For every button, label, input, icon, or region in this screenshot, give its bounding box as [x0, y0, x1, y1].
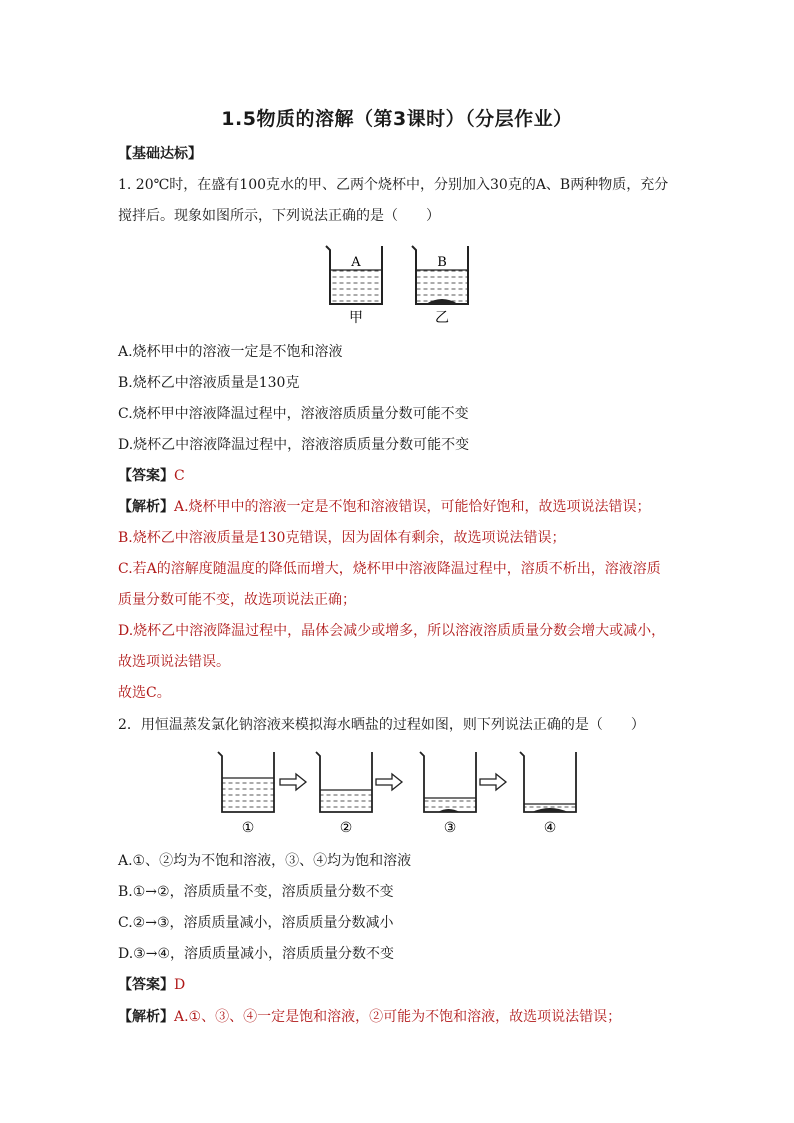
q1-analysis-line-5: D.烧杯乙中溶液降温过程中，晶体会减少或增多，所以溶液溶质质量分数会增大或减小，	[118, 623, 666, 639]
caption-2: ②	[339, 820, 353, 836]
q2-option-c: C.②→③，溶质质量减小，溶质质量分数减小	[118, 915, 394, 931]
q1-analysis-line-3: C.若A的溶解度随温度的降低而增大，烧杯甲中溶液降温过程中，溶质不析出，溶液溶质	[118, 561, 661, 577]
q1-option-c: C.烧杯甲中溶液降温过程中，溶液溶质质量分数可能不变	[118, 406, 469, 422]
arrow-right-icon	[280, 774, 306, 790]
beaker-a-label: A	[351, 255, 361, 270]
beaker-b-label: B	[437, 255, 447, 270]
q1-option-a: A.烧杯甲中的溶液一定是不饱和溶液	[118, 344, 343, 360]
q1-stem-line-1: 1. 20℃时，在盛有100克水的甲、乙两个烧杯中，分别加入30克的A、B两种物质，充分	[118, 177, 669, 193]
q1-analysis-line-6: 故选项说法错误。	[118, 654, 230, 670]
analysis-tag: 【解析】	[118, 499, 174, 515]
q1-analysis-line-1	[118, 498, 651, 516]
q1-option-b: B.烧杯乙中溶液质量是130克	[118, 375, 300, 391]
answer-value: D	[174, 977, 186, 993]
q1-answer	[118, 467, 185, 485]
caption-jia: 甲	[349, 310, 363, 326]
q2-stem: 2．用恒温蒸发氯化钠溶液来模拟海水晒盐的过程如图，则下列说法正确的是（ ）	[118, 717, 645, 733]
beaker-b	[412, 246, 468, 304]
q1-conclusion: 故选C。	[118, 685, 171, 701]
beaker-2	[316, 752, 372, 812]
q2-analysis-line-1	[118, 1008, 621, 1026]
beaker-3	[420, 752, 476, 812]
q2-evaporation-figure	[214, 744, 584, 840]
section-heading: 【基础达标】	[118, 146, 202, 162]
q2-option-a: A.①、②均为不饱和溶液，③、④均为饱和溶液	[118, 853, 412, 869]
beaker-a	[326, 246, 382, 304]
analysis-tag: 【解析】	[118, 1009, 174, 1025]
caption-yi: 乙	[435, 310, 449, 326]
q2-answer	[118, 976, 185, 994]
beaker-1	[218, 752, 274, 812]
arrow-right-icon	[376, 774, 402, 790]
arrow-right-icon	[480, 774, 506, 790]
q1-beakers-figure	[318, 238, 478, 328]
answer-value: C	[174, 468, 185, 484]
beaker-4	[520, 752, 576, 812]
analysis-text: A.①、③、④一定是饱和溶液，②可能为不饱和溶液，故选项说法错误；	[174, 1009, 622, 1025]
caption-1: ①	[241, 820, 255, 836]
q1-stem-line-2: 搅拌后。现象如图所示，下列说法正确的是（ ）	[118, 208, 440, 224]
q2-option-d: D.③→④，溶质质量减小，溶质质量分数不变	[118, 946, 395, 962]
q2-option-b: B.①→②，溶质质量不变，溶质质量分数不变	[118, 884, 394, 900]
caption-4: ④	[543, 820, 557, 836]
answer-tag: 【答案】	[118, 977, 174, 993]
answer-tag: 【答案】	[118, 468, 174, 484]
q1-option-d: D.烧杯乙中溶液降温过程中，溶液溶质质量分数可能不变	[118, 437, 470, 453]
analysis-text: A.烧杯甲中的溶液一定是不饱和溶液错误，可能恰好饱和，故选项说法错误；	[174, 499, 651, 515]
q1-analysis-line-2: B.烧杯乙中溶液质量是130克错误，因为固体有剩余，故选项说法错误；	[118, 530, 566, 546]
page-title: 1.5物质的溶解（第3课时）（分层作业）	[221, 108, 573, 130]
q1-analysis-line-4: 质量分数可能不变，故选项说法正确；	[118, 592, 356, 608]
caption-3: ③	[443, 820, 457, 836]
